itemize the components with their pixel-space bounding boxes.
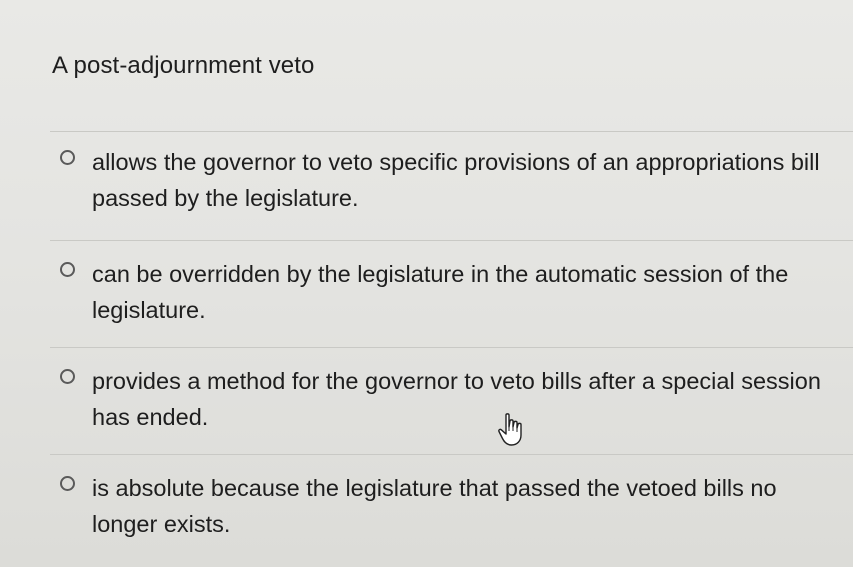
question-text: A post-adjournment veto — [52, 52, 315, 79]
option-1-label[interactable]: allows the governor to veto specific provisions of an appropriations bill passed by the legislature. — [92, 149, 820, 211]
radio-button-option-1[interactable] — [60, 150, 75, 165]
radio-button-option-4[interactable] — [60, 476, 75, 491]
divider — [50, 240, 853, 241]
option-2-label[interactable]: can be overridden by the legislature in the automatic session of the legislature. — [92, 261, 789, 323]
radio-button-option-2[interactable] — [60, 262, 75, 277]
option-4-label[interactable]: is absolute because the legislature that passed the vetoed bills no longer exists. — [92, 475, 777, 537]
option-3-label[interactable]: provides a method for the governor to veto bills after a special session has ended. — [92, 368, 821, 430]
divider — [50, 454, 853, 455]
hand-pointer-icon — [496, 412, 528, 448]
divider — [50, 131, 853, 132]
divider — [50, 347, 853, 348]
radio-button-option-3[interactable] — [60, 369, 75, 384]
